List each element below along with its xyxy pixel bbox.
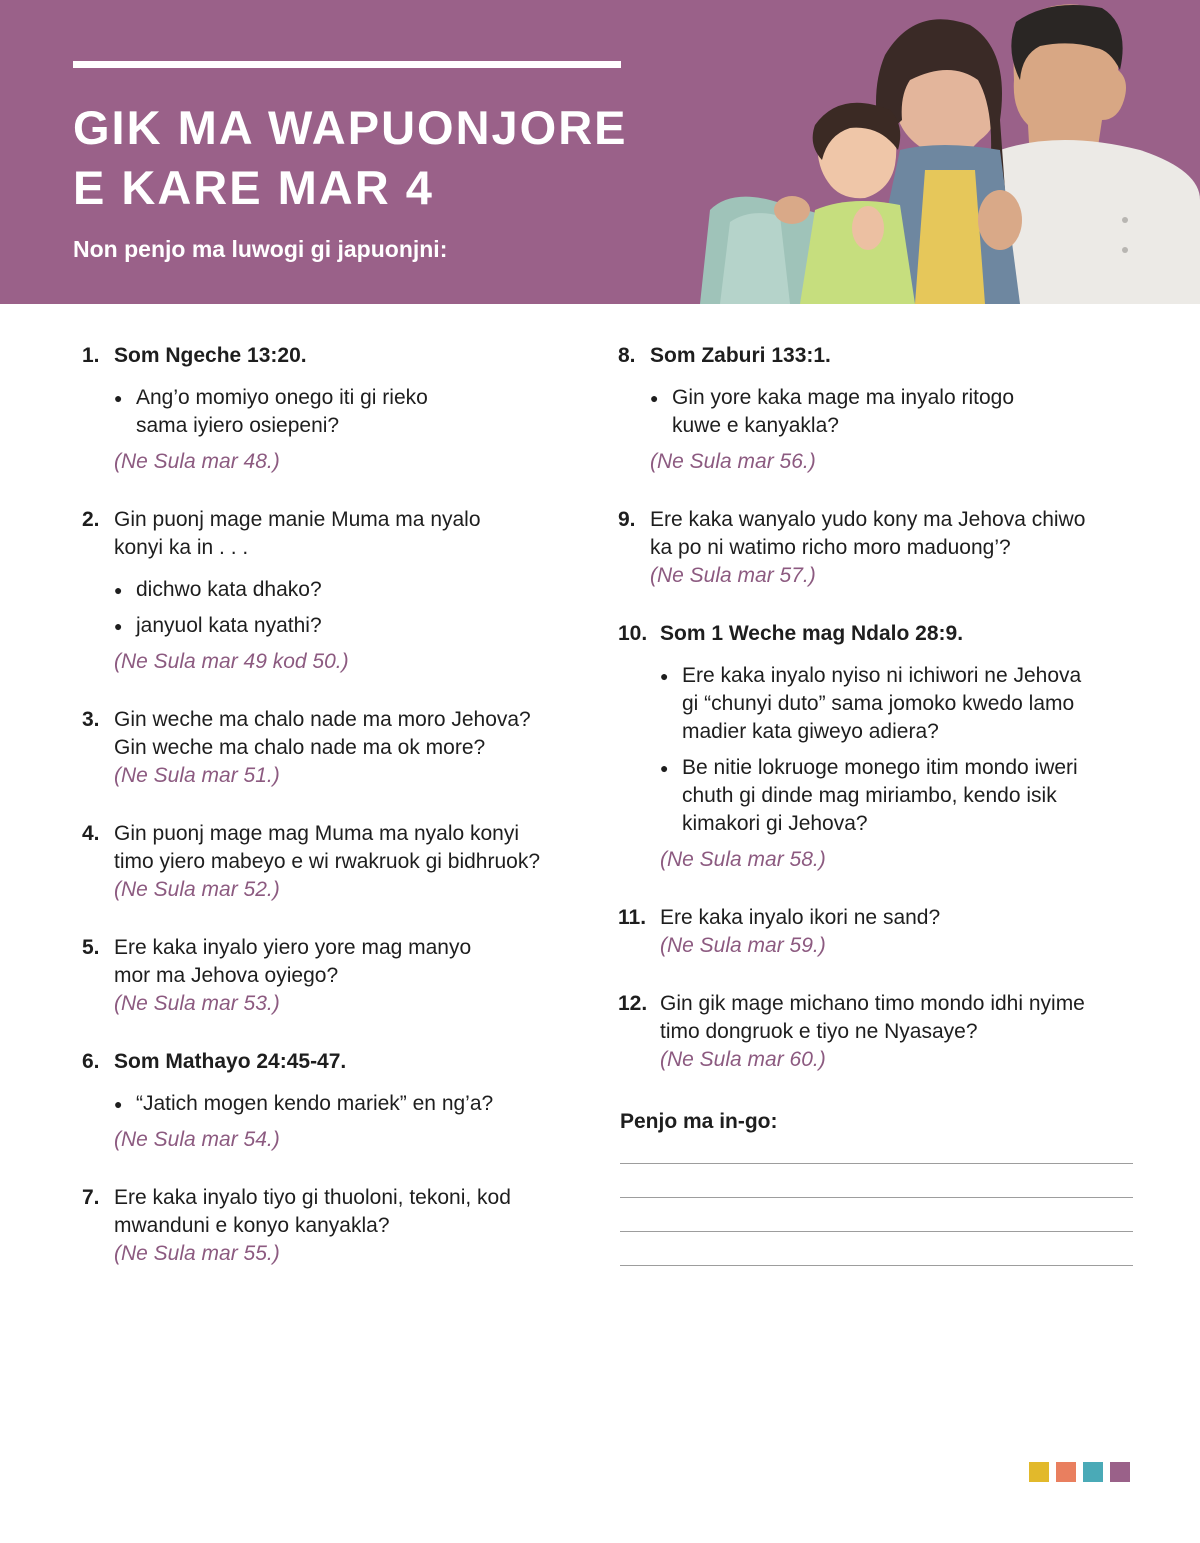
bullet-text-line: chuth gi dinde mag miriambo, kendo isik <box>682 784 1057 807</box>
question-text <box>660 904 1138 932</box>
question-text-line: Ere kaka inyalo yiero yore mag manyo <box>114 936 472 959</box>
question-text <box>114 1184 602 1240</box>
lesson-reference: (Ne Sula mar 54.) <box>114 1128 280 1151</box>
lesson-reference: (Ne Sula mar 60.) <box>660 1048 826 1071</box>
bullet-item <box>650 384 1138 440</box>
bullet-list <box>114 1090 602 1118</box>
bullet-item <box>114 1090 602 1118</box>
question-text-line: Ere kaka wanyalo yudo kony ma Jehova chiwo <box>650 508 1086 531</box>
question-text <box>114 506 602 562</box>
bullet-list <box>114 384 602 440</box>
header-banner <box>0 0 1200 304</box>
question-text <box>114 1048 602 1076</box>
question-number: 7. <box>82 1186 100 1209</box>
bullet-list <box>650 384 1138 440</box>
bullet-text-line: Ere kaka inyalo nyiso ni ichiwori ne Jehova <box>682 664 1082 687</box>
question-item <box>82 706 602 790</box>
color-swatch <box>1029 1462 1049 1482</box>
question-number: 3. <box>82 708 100 731</box>
question-item <box>618 342 1138 476</box>
bullet-text-line: gi “chunyi duto” sama jomoko kwedo lamo <box>682 692 1075 715</box>
header-rule <box>73 61 621 68</box>
question-text-line: Gin gik mage michano timo mondo idhi nyime <box>660 992 1085 1015</box>
question-item <box>82 934 602 1018</box>
lesson-reference: (Ne Sula mar 58.) <box>660 848 826 871</box>
question-item <box>618 990 1138 1074</box>
question-number: 10. <box>618 622 648 645</box>
bullet-text-line: “Jatich mogen kendo mariek” en ng’a? <box>136 1092 494 1115</box>
bullet-text-line: Gin yore kaka mage ma inyalo ritogo <box>672 386 1014 409</box>
question-text-line: Gin weche ma chalo nade ma moro Jehova? <box>114 708 531 731</box>
question-number: 1. <box>82 344 100 367</box>
bullet-text-line: sama iyiero osiepeni? <box>136 414 340 437</box>
question-number: 2. <box>82 508 100 531</box>
bullet-list <box>114 576 602 640</box>
question-number: 5. <box>82 936 100 959</box>
question-text-line: Som Zaburi 133:1. <box>650 344 831 367</box>
bullet-text-line: dichwo kata dhako? <box>136 578 322 601</box>
question-number: 9. <box>618 508 636 531</box>
question-text <box>114 820 602 876</box>
question-text <box>660 990 1138 1046</box>
lesson-reference: (Ne Sula mar 57.) <box>650 564 816 587</box>
question-text-line: Som 1 Weche mag Ndalo 28:9. <box>660 622 964 645</box>
family-praying-illustration <box>700 0 1200 304</box>
question-number: 12. <box>618 992 648 1015</box>
question-item <box>618 620 1138 874</box>
write-in-line[interactable] <box>620 1231 1133 1232</box>
bullet-item <box>114 576 602 604</box>
lesson-reference: (Ne Sula mar 51.) <box>114 764 280 787</box>
lesson-reference: (Ne Sula mar 52.) <box>114 878 280 901</box>
bullet-list <box>660 662 1138 838</box>
color-swatch <box>1056 1462 1076 1482</box>
lesson-reference: (Ne Sula mar 56.) <box>650 450 816 473</box>
question-text-line: Gin puonj mage mag Muma ma nyalo konyi <box>114 822 520 845</box>
title-line-2: E KARE MAR 4 <box>73 161 434 214</box>
bullet-item <box>114 612 602 640</box>
question-text <box>650 342 1138 370</box>
question-item <box>82 342 602 476</box>
question-text-line: ka po ni watimo richo moro maduong’? <box>650 536 1011 559</box>
question-text-line: mwanduni e konyo kanyakla? <box>114 1214 390 1237</box>
question-number: 8. <box>618 344 636 367</box>
lesson-reference: (Ne Sula mar 48.) <box>114 450 280 473</box>
lesson-reference: (Ne Sula mar 59.) <box>660 934 826 957</box>
questions-column-right <box>618 342 1138 1104</box>
question-text <box>650 506 1138 562</box>
question-text-line: Ere kaka inyalo ikori ne sand? <box>660 906 941 929</box>
question-item <box>82 1048 602 1154</box>
question-text-line: timo dongruok e tiyo ne Nyasaye? <box>660 1020 978 1043</box>
question-text-line: Gin puonj mage manie Muma ma nyalo <box>114 508 481 531</box>
bullet-item <box>660 754 1138 838</box>
question-text <box>660 620 1138 648</box>
write-in-line[interactable] <box>620 1163 1133 1164</box>
color-swatch <box>1083 1462 1103 1482</box>
question-number: 6. <box>82 1050 100 1073</box>
question-item <box>82 506 602 676</box>
bullet-text-line: kuwe e kanyakla? <box>672 414 839 437</box>
extra-questions-title: Penjo ma in-go: <box>620 1110 778 1133</box>
question-text-line: Ere kaka inyalo tiyo gi thuoloni, tekoni, kod <box>114 1186 511 1209</box>
question-item <box>82 820 602 904</box>
question-text <box>114 342 602 370</box>
bullet-item <box>660 662 1138 746</box>
question-text-line: Gin weche ma chalo nade ma ok more? <box>114 736 486 759</box>
page-title <box>73 98 628 218</box>
bullet-text-line: kimakori gi Jehova? <box>682 812 868 835</box>
bullet-text-line: madier kata giweyo adiera? <box>682 720 939 743</box>
color-swatches <box>1029 1462 1130 1482</box>
question-item <box>82 1184 602 1268</box>
lesson-reference: (Ne Sula mar 53.) <box>114 992 280 1015</box>
write-in-line[interactable] <box>620 1265 1133 1266</box>
bullet-text-line: Ang’o momiyo onego iti gi rieko <box>136 386 428 409</box>
color-swatch <box>1110 1462 1130 1482</box>
question-number: 11. <box>618 906 647 929</box>
question-text-line: mor ma Jehova oyiego? <box>114 964 339 987</box>
question-item <box>618 904 1138 960</box>
title-line-1: GIK MA WAPUONJORE <box>73 101 628 154</box>
page-subtitle: Non penjo ma luwogi gi japuonjni: <box>73 236 448 262</box>
bullet-text-line: Be nitie lokruoge monego itim mondo iweri <box>682 756 1078 779</box>
lesson-reference: (Ne Sula mar 55.) <box>114 1242 280 1265</box>
question-text-line: Som Mathayo 24:45-47. <box>114 1050 347 1073</box>
bullet-item <box>114 384 602 440</box>
lesson-reference: (Ne Sula mar 49 kod 50.) <box>114 650 349 673</box>
question-number: 4. <box>82 822 100 845</box>
question-text <box>114 934 602 990</box>
bullet-text-line: janyuol kata nyathi? <box>136 614 322 637</box>
question-item <box>618 506 1138 590</box>
question-text-line: Som Ngeche 13:20. <box>114 344 307 367</box>
question-text <box>114 706 602 762</box>
write-in-line[interactable] <box>620 1197 1133 1198</box>
question-text-line: konyi ka in . . . <box>114 536 249 559</box>
questions-column-left <box>82 342 602 1298</box>
question-text-line: timo yiero mabeyo e wi rwakruok gi bidhruok? <box>114 850 541 873</box>
